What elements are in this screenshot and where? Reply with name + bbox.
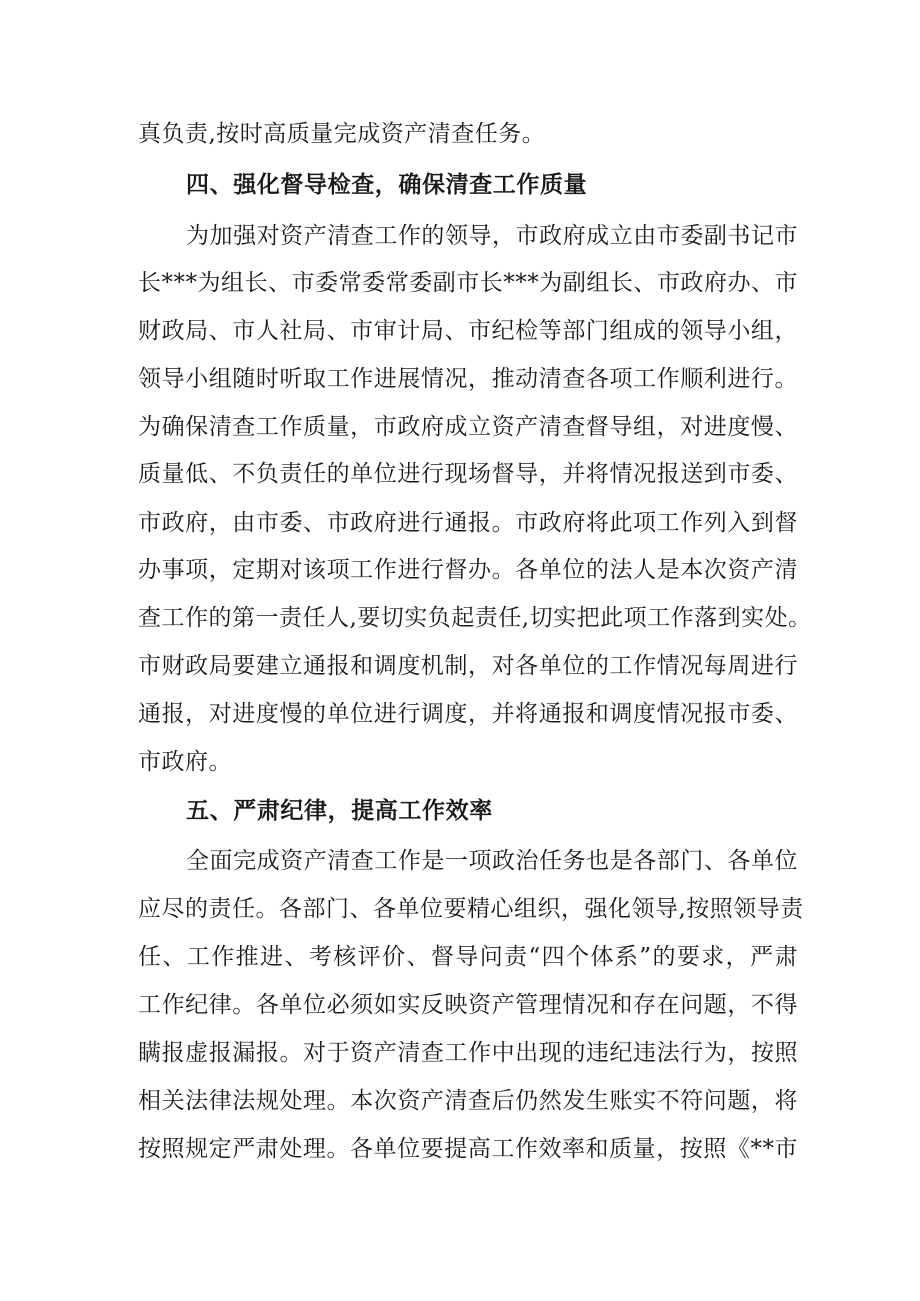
body-line: 质量低、不负责任的单位进行现场督导，并将情况报送到市委、 (138, 461, 798, 487)
section-heading-4: 四、强化督导检查，确保清查工作质量 (186, 172, 588, 198)
body-line: 瞒报虚报漏报。对于资产清查工作中出现的违纪违法行为，按照 (138, 1040, 798, 1066)
paragraph-first-line: 全面完成资产清查工作是一项政治任务也是各部门、各单位 (186, 848, 798, 874)
body-line: 财政局、市人社局、市审计局、市纪检等部门组成的领导小组， (138, 318, 798, 344)
body-line: 相关法律法规处理。本次资产清查后仍然发生账实不符问题，将 (138, 1088, 798, 1114)
body-line: 市政府，由市委、市政府进行通报。市政府将此项工作列入到督 (138, 510, 798, 536)
body-line: 按照规定严肃处理。各单位要提高工作效率和质量，按照《**市 (138, 1136, 798, 1162)
body-line: 任、工作推进、考核评价、督导问责“四个体系”的要求，严肃 (138, 944, 798, 970)
body-line: 市政府。 (138, 749, 232, 775)
paragraph-first-line: 为加强对资产清查工作的领导，市政府成立由市委副书记市 (186, 223, 798, 249)
body-line: 真负责,按时高质量完成资产清查任务。 (138, 121, 546, 147)
body-line: 查工作的第一责任人,要切实负起责任,切实把此项工作落到实处。 (138, 605, 812, 631)
section-heading-5: 五、严肃纪律，提高工作效率 (186, 798, 493, 824)
body-line: 领导小组随时听取工作进展情况，推动清查各项工作顺利进行。 (138, 366, 798, 392)
body-line: 市财政局要建立通报和调度机制，对各单位的工作情况每周进行 (138, 653, 798, 679)
body-line: 工作纪律。各单位必须如实反映资产管理情况和存在问题，不得 (138, 992, 798, 1018)
body-line: 长***为组长、市委常委常委副市长***为副组长、市政府办、市 (138, 270, 798, 296)
body-line: 办事项，定期对该项工作进行督办。各单位的法人是本次资产清 (138, 557, 798, 583)
body-line: 为确保清查工作质量，市政府成立资产清查督导组，对进度慢、 (138, 414, 798, 440)
body-line: 应尽的责任。各部门、各单位要精心组织，强化领导,按照领导责 (138, 896, 804, 922)
body-line: 通报，对进度慢的单位进行调度，并将通报和调度情况报市委、 (138, 701, 798, 727)
